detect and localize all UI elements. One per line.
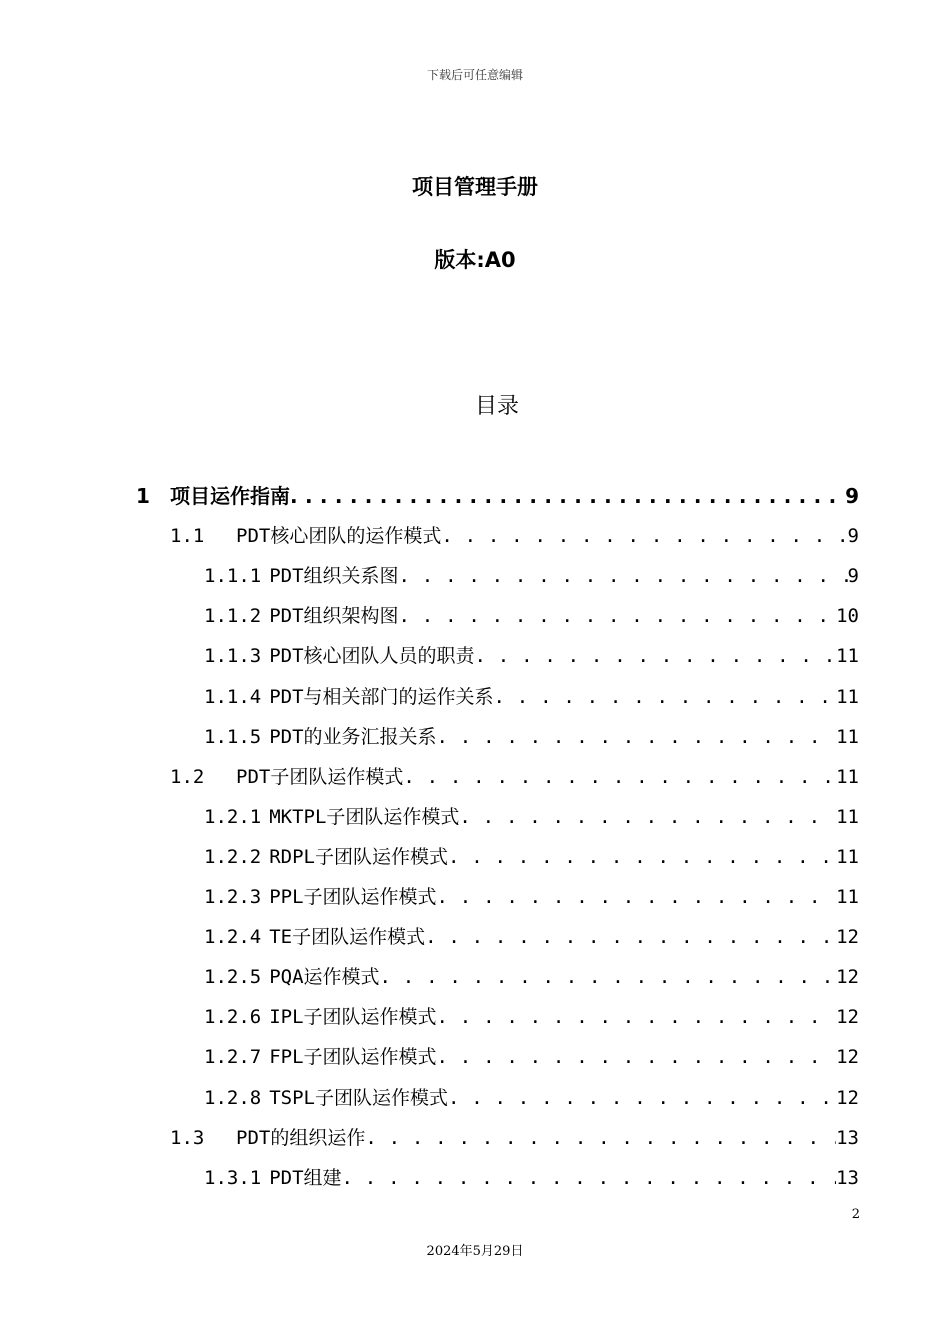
- toc-entry-title: PDT子团队运作模式: [236, 766, 404, 788]
- toc-leader-dots: [459, 801, 836, 833]
- toc-entry-page: 11: [836, 686, 859, 708]
- toc-leader-dots: [365, 1122, 836, 1154]
- toc-entry-number: 1.1.1: [204, 565, 262, 587]
- toc-entry-number: 1.3: [170, 1127, 205, 1149]
- toc-entry-title: PDT与相关部门的运作关系: [269, 686, 494, 708]
- toc-entry-page: 9: [847, 525, 859, 547]
- toc-entry-page: 12: [836, 1006, 859, 1028]
- toc-entry-number: 1.2.8: [204, 1087, 262, 1109]
- toc-leader-dots: [342, 1162, 837, 1194]
- toc-entry-title: PPL子团队运作模式: [269, 886, 437, 908]
- toc-entry-title: PDT组建: [269, 1167, 342, 1189]
- toc-entry[interactable]: [204, 1041, 859, 1073]
- toc-leader-dots: [399, 600, 837, 632]
- toc-entry[interactable]: [136, 480, 859, 512]
- toc-entry-title: FPL子团队运作模式: [269, 1046, 437, 1068]
- toc-entry-number: 1.1.3: [204, 645, 262, 667]
- toc-leader-dots: [441, 520, 847, 552]
- toc-entry-page: 12: [836, 966, 859, 988]
- toc-entry-page: 11: [836, 645, 859, 667]
- toc-entry-number: 1: [136, 484, 150, 508]
- toc-entry-title: IPL子团队运作模式: [269, 1006, 437, 1028]
- toc-entry-title: PDT核心团队人员的职责: [269, 645, 475, 667]
- toc-entry[interactable]: [204, 881, 859, 913]
- toc-entry-title: PDT组织架构图: [269, 605, 399, 627]
- toc-entry[interactable]: [170, 761, 859, 793]
- toc-entry[interactable]: [204, 681, 859, 713]
- document-version: 版本:A0: [434, 248, 516, 272]
- toc-leader-dots: [380, 961, 837, 993]
- toc-entry-title: RDPL子团队运作模式: [269, 846, 448, 868]
- toc-entry[interactable]: [204, 1162, 859, 1194]
- toc-entry-page: 12: [836, 1046, 859, 1068]
- toc-entry-title: TE子团队运作模式: [269, 926, 426, 948]
- toc-entry-page: 11: [836, 886, 859, 908]
- toc-entry[interactable]: [204, 1001, 859, 1033]
- toc-entry-number: 1.1: [170, 525, 205, 547]
- toc-entry-number: 1.2.2: [204, 846, 262, 868]
- toc-entry-title: PDT核心团队的运作模式: [236, 525, 442, 547]
- toc-entry[interactable]: [170, 520, 859, 552]
- toc-entry[interactable]: [204, 1082, 859, 1114]
- toc-entry-title: TSPL子团队运作模式: [269, 1087, 448, 1109]
- toc-entry[interactable]: [204, 841, 859, 873]
- toc-entry-number: 1.2.7: [204, 1046, 262, 1068]
- footer-date: 2024年5月29日: [426, 1244, 524, 1259]
- toc-entry-number: 1.3.1: [204, 1167, 262, 1189]
- toc-entry-number: 1.2.3: [204, 886, 262, 908]
- toc-entry-page: 11: [836, 766, 859, 788]
- toc-leader-dots: [494, 681, 837, 713]
- toc-leader-dots: [403, 761, 836, 793]
- toc-entry-number: 1.2: [170, 766, 205, 788]
- toc-entry-number: 1.1.5: [204, 726, 262, 748]
- toc-leader-dots: [437, 881, 837, 913]
- toc-leader-dots: [448, 841, 836, 873]
- toc-entry-page: 10: [836, 605, 859, 627]
- page-number: 2: [851, 1207, 860, 1222]
- toc-entry-page: 12: [836, 926, 859, 948]
- document-title: 项目管理手册: [412, 175, 538, 199]
- toc-entry-number: 1.2.5: [204, 966, 262, 988]
- toc-entry-number: 1.2.1: [204, 806, 262, 828]
- toc-entry-number: 1.2.4: [204, 926, 262, 948]
- toc-entry-page: 9: [845, 484, 859, 508]
- toc-leader-dots: [448, 1082, 836, 1114]
- toc-entry-page: 9: [847, 565, 859, 587]
- toc-leader-dots: [290, 480, 845, 512]
- toc-heading: 目录: [474, 394, 519, 419]
- toc-entry-page: 13: [836, 1167, 859, 1189]
- toc-entry[interactable]: [204, 921, 859, 953]
- toc-entry-page: 11: [836, 846, 859, 868]
- toc-entry[interactable]: [204, 600, 859, 632]
- toc-entry-number: 1.2.6: [204, 1006, 262, 1028]
- toc-entry-page: 13: [836, 1127, 859, 1149]
- toc-entry[interactable]: [204, 560, 859, 592]
- toc-entry-page: 11: [836, 726, 859, 748]
- toc-entry[interactable]: [204, 801, 859, 833]
- toc-entry-number: 1.1.2: [204, 605, 262, 627]
- toc-leader-dots: [437, 1041, 837, 1073]
- toc-entry[interactable]: [204, 961, 859, 993]
- toc-entry-title: 项目运作指南: [170, 484, 290, 508]
- toc-leader-dots: [425, 921, 836, 953]
- toc-entry-page: 12: [836, 1087, 859, 1109]
- toc-entry-title: PDT组织关系图: [269, 565, 399, 587]
- toc-entry-title: PDT的组织运作: [236, 1127, 366, 1149]
- header-note: 下载后可任意编辑: [426, 68, 523, 82]
- toc-entry[interactable]: [204, 721, 859, 753]
- toc-leader-dots: [475, 640, 837, 672]
- toc-leader-dots: [437, 721, 837, 753]
- toc-entry[interactable]: [170, 1122, 859, 1154]
- toc-entry[interactable]: [204, 640, 859, 672]
- toc-entry-title: PDT的业务汇报关系: [269, 726, 437, 748]
- toc-leader-dots: [399, 560, 848, 592]
- toc-entry-title: PQA运作模式: [269, 966, 380, 988]
- toc-entry-page: 11: [836, 806, 859, 828]
- toc-entry-title: MKTPL子团队运作模式: [269, 806, 460, 828]
- toc-leader-dots: [437, 1001, 837, 1033]
- toc-entry-number: 1.1.4: [204, 686, 262, 708]
